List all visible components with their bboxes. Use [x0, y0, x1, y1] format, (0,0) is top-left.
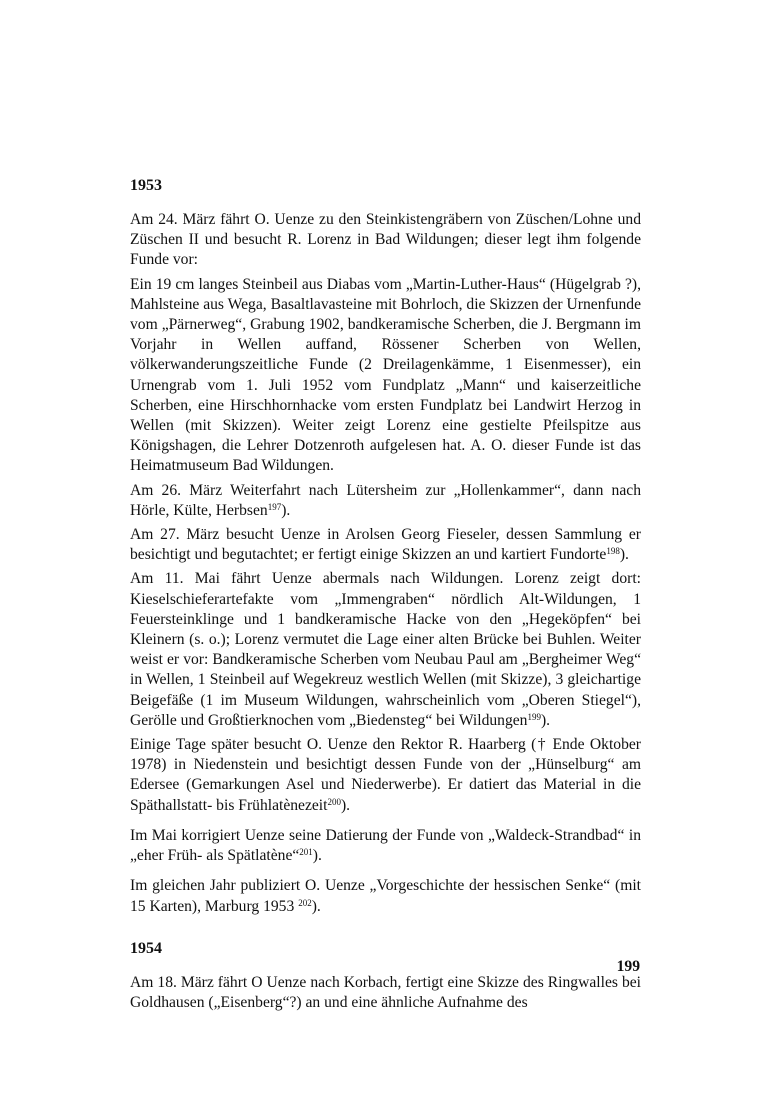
paragraph-text: Im Mai korrigiert Uenze seine Datierung der Funde von „Waldeck-Strandbad“ in „eher Früh- als Spätlatène“: [130, 826, 641, 865]
paragraph-text-end: ).: [281, 501, 291, 519]
paragraph: [130, 569, 641, 731]
paragraph-text: Am 26. März Weiterfahrt nach Lütersheim zur „Hollenkammer“, dann nach Hörle, Külte, Herbsen: [130, 481, 641, 519]
paragraph: [130, 481, 641, 521]
paragraph-text: Am 18. März fährt O Uenze nach Korbach, fertigt eine Skizze des Ringwalles bei Goldhausen („Eisenberg“?) an und eine ähnliche Aufnahme des: [130, 973, 641, 1011]
footnote-ref: 199: [527, 711, 541, 722]
footnote-ref: 198: [606, 546, 620, 557]
paragraph-text-end: ).: [340, 796, 351, 814]
footnote-ref: 202: [298, 897, 312, 908]
footnote-ref: 201: [299, 847, 313, 858]
footnote-ref: 200: [327, 796, 341, 807]
paragraph-text-end: ).: [311, 897, 321, 915]
page-number: 199: [616, 958, 640, 975]
paragraph: [130, 735, 641, 816]
paragraph-text: Ein 19 cm langes Steinbeil aus Diabas vom „Martin-Luther-Haus“ (Hügelgrab ?), Mahlsteine aus Wega, Basaltlavasteine mit Bohrloch, die Skizzen der Urnenfunde vom „Pärnerweg“, Grabung 1902, bandkeramische Scherben, die J. Bergmann im Vorjahr in Wellen auffand, Rössener Scherben von Wellen, völkerwanderungszeitliche Funde (2 Dreilagenkämme, 1 Eisenmesser), ein Urnengrab vom 1. Juli 1952 vom Fundplatz „Mann“ und kaiserzeitliche Scherben, eine Hirschhornhacke vom ersten Fundplatz bei Landwirt Herzog in Wellen (mit Skizzen). Weiter zeigt Lorenz eine gestielte Pfeilspitze aus Königshagen, die Lehrer Dotzenroth aufgelesen hat. A. O. dieser Funde ist das Heimatmuseum Bad Wildungen.: [130, 275, 641, 475]
paragraph: [130, 525, 641, 565]
paragraph: [130, 826, 641, 866]
paragraph-text: Am 24. März fährt O. Uenze zu den Steinkistengräbern von Züschen/Lohne und Züschen II und besucht R. Lorenz in Bad Wildungen; dieser legt ihm folgende Funde vor:: [130, 211, 641, 269]
paragraph-text-end: ).: [619, 546, 629, 564]
paragraph-text: Am 11. Mai fährt Uenze abermals nach Wildungen. Lorenz zeigt dort: Kieselschieferartefakte vom „Immengraben“ nördlich Alt-Wildungen, 1 Feuersteinklinge und 1 bandkeramische Hacke von den „Hegeköpfen“ bei Kleinern (s. o.); Lorenz vermutet die Lage einer alten Brücke bei Buhlen. Weiter weist er vor: Bandkeramische Scherben vom Neubau Paul am „Bergheimer Weg“ in Wellen, 1 Steinbeil auf Wegekreuz westlich Wellen (mit Skizze), 3 gleichartige Beigefäße (1 im Museum Wildungen, wahrscheinlich vom „Oberen Stiegel“), Gerölle und Großtierknochen vom „Biedensteg“ bei Wildungen: [130, 570, 641, 729]
paragraph-text: Einige Tage später besucht O. Uenze den Rektor R. Haarberg († Ende Oktober 1978) in Niedenstein und besichtigt dessen Funde von der „Hünselburg“ am Edersee (Gemarkungen Asel und Niederwerbe). Er datiert das Material in die Späthallstatt- bis Frühlatènezeit: [130, 736, 641, 814]
paragraph-text-end: ).: [312, 847, 322, 865]
page-body: [130, 176, 641, 1017]
year-heading-1953: 1953: [130, 177, 162, 194]
paragraph: [130, 210, 641, 271]
paragraph: [130, 275, 641, 477]
footnote-ref: 197: [267, 501, 282, 512]
paragraph: [130, 973, 641, 1013]
paragraph: [130, 876, 641, 916]
paragraph-text-end: ).: [540, 711, 551, 729]
year-heading-1954: 1954: [130, 939, 162, 957]
paragraph-text: Am 27. März besucht Uenze in Arolsen Georg Fieseler, dessen Sammlung er besichtigt und begutachtet; er fertigt einige Skizzen an und kartiert Fundorte: [130, 526, 641, 564]
paragraph-text: Im gleichen Jahr publiziert O. Uenze „Vorgeschichte der hessischen Senke“ (mit 15 Karten), Marburg 1953: [130, 877, 641, 915]
section-1953: [130, 210, 641, 917]
section-1954: [130, 973, 641, 1013]
